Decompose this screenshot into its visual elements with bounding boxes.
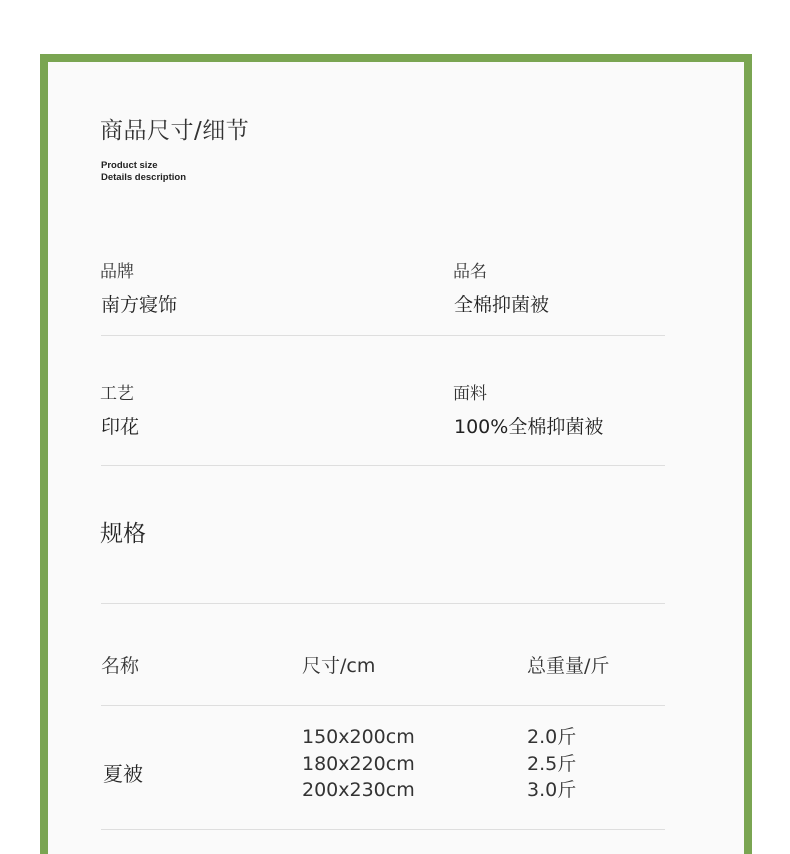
fabric-value: 100%全棉抑菌被 (454, 416, 604, 438)
subtitle-line-product-size: Product size (101, 160, 158, 171)
table-header-weight: 总重量/斤 (527, 655, 610, 677)
table-header-size: 尺寸/cm (302, 655, 376, 677)
subtitle-line-details-description: Details description (101, 172, 186, 183)
brand-label: 品牌 (100, 262, 134, 282)
table-cell-name: 夏被 (103, 762, 143, 786)
product-name-label: 品名 (453, 262, 487, 282)
divider (101, 465, 665, 466)
size-item: 150x200cm (302, 726, 415, 748)
weight-item: 2.0斤 (527, 726, 577, 748)
table-header-name: 名称 (101, 655, 140, 677)
page-subtitle (101, 160, 186, 184)
product-name-value: 全棉抑菌被 (454, 294, 550, 316)
fabric-label: 面料 (453, 384, 487, 404)
divider (101, 829, 665, 830)
weight-item: 3.0斤 (527, 779, 577, 801)
brand-value: 南方寝饰 (101, 294, 178, 316)
weight-item: 2.5斤 (527, 752, 577, 775)
spec-section-title: 规格 (100, 521, 146, 547)
divider (101, 603, 665, 604)
table-cell-sizes (302, 724, 415, 804)
size-item: 200x230cm (302, 779, 415, 801)
divider (101, 335, 665, 336)
divider (101, 705, 665, 706)
size-item: 180x220cm (302, 752, 415, 775)
product-detail-panel (40, 54, 752, 854)
craft-value: 印花 (101, 416, 140, 438)
table-cell-weights (527, 724, 576, 804)
craft-label: 工艺 (100, 384, 134, 404)
page-title: 商品尺寸/细节 (100, 118, 250, 144)
